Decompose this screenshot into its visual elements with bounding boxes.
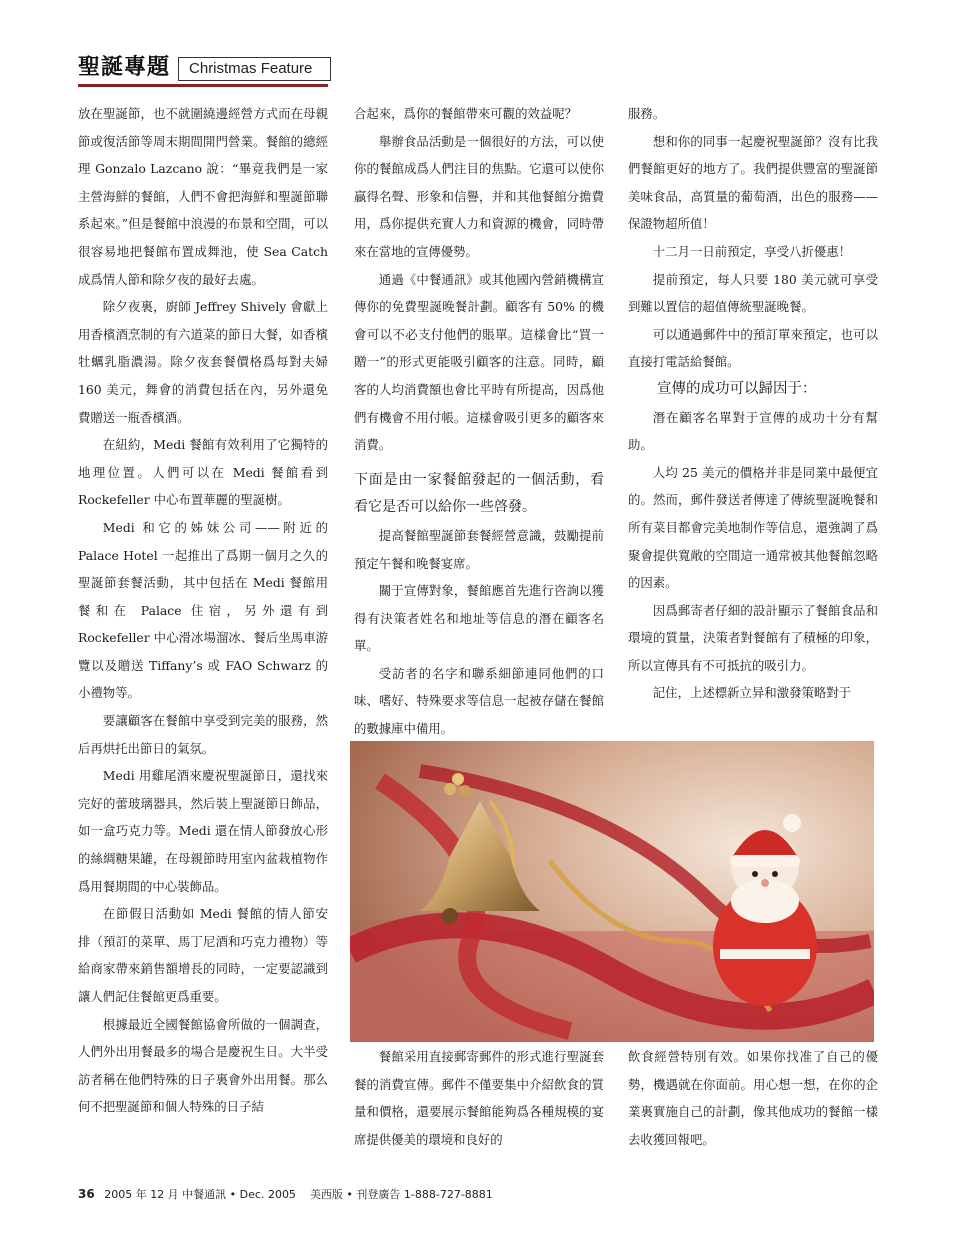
paragraph: 飲食經營特別有效。如果你找准了自己的優勢，機遇就在你面前。用心想一想，在你的企業裏實施自己的計劃，像其他成功的餐館一樣去收獲回報吧。 bbox=[628, 1049, 878, 1147]
column-1 bbox=[78, 100, 328, 1121]
ad-info: 美西版 • 刊登廣告 1-888-727-8881 bbox=[309, 1188, 493, 1201]
paragraph: 潛在顧客名單對于宣傳的成功十分有幫助。 bbox=[628, 409, 878, 453]
paragraph: 人均 25 美元的價格并非是同業中最便宜的。然而，郵件發送者傳達了傳統聖誕晚餐和所有菜目都會完美地制作等信息，還強調了爲聚會提供寬敞的空間這一通常被其他餐館忽略的因素。 bbox=[628, 464, 878, 591]
paragraph: 受訪者的名字和聯系細節連同他們的口味、嗜好、特殊要求等信息一起被存儲在餐館的數據庫中備用。 bbox=[354, 665, 604, 737]
paragraph: 合起來，爲你的餐館帶來可觀的效益呢？ bbox=[354, 106, 578, 121]
paragraph: 在紐約，Medi 餐館有效利用了它獨特的地理位置。人們可以在 Medi 餐館看到 Rockefeller 中心布置華麗的聖誕樹。 bbox=[78, 437, 328, 508]
paragraph: 除夕夜裏，廚師 Jeffrey Shively 會獻上用香檳酒烹制的有六道菜的節日大餐，如香檳牡蠣乳脂濃湯。除夕夜套餐價格爲每對夫婦 160 美元，舞會的消費包括在內，另外還免費贈送一瓶香檳酒。 bbox=[78, 299, 328, 425]
paragraph: Medi 和它的姊妹公司——附近的 Palace Hotel 一起推出了爲期一個月之久的聖誕節套餐活動，其中包括在 Medi 餐館用餐和在 Palace 住宿，另外還有到 Rockefeller 中心滑冰場溜冰、餐后坐馬車游覽以及贈送 Tiffany’s 或 FAO Schwarz 的小禮物等。 bbox=[78, 519, 328, 701]
paragraph: 提高餐館聖誕節套餐經營意識，鼓勵提前預定午餐和晚餐宴席。 bbox=[354, 527, 604, 571]
paragraph: 可以通過郵件中的預訂單來預定，也可以直接打電話給餐館。 bbox=[628, 326, 878, 370]
column-2 bbox=[354, 100, 604, 743]
paragraph: 舉辦食品活動是一個很好的方法，可以使你的餐館成爲人們注目的焦點。它還可以使你贏得名聲、形象和信譽，并和其他餐館分擔費用，爲你提供充實人力和資源的機會，同時帶來在當地的宣傳優勢。 bbox=[354, 133, 604, 259]
page-footer bbox=[78, 1186, 493, 1202]
subheading: 宣傳的成功可以歸因于： bbox=[657, 380, 817, 397]
christmas-photo bbox=[350, 741, 874, 1042]
section-header bbox=[78, 55, 331, 81]
paragraph: 要讓顧客在餐館中享受到完美的服務，然后再烘托出節日的氣氛。 bbox=[78, 713, 328, 756]
paragraph: 服務。 bbox=[628, 106, 666, 121]
column-3-continued bbox=[628, 1043, 878, 1153]
paragraph: 餐館采用直接郵寄郵件的形式進行聖誕套餐的消費宣傳。郵件不僅要集中介紹飲食的質量和價格，還要展示餐館能夠爲各種規模的宴席提供優美的環境和良好的 bbox=[354, 1049, 604, 1147]
paragraph: 提前預定，每人只要 180 美元就可享受到難以置信的超值傳統聖誕晚餐。 bbox=[628, 271, 878, 315]
paragraph: 十二月一日前預定，享受八折優惠！ bbox=[652, 243, 852, 259]
paragraph: 想和你的同事一起慶祝聖誕節？沒有比我們餐館更好的地方了。我們提供豐富的聖誕節美味食品，高質量的葡萄酒，出色的服務——保證物超所值！ bbox=[628, 133, 878, 232]
section-title-zh: 聖誕專題 bbox=[78, 55, 171, 80]
section-title-en: Christmas Feature bbox=[178, 57, 331, 81]
paragraph: 關于宣傳對象，餐館應首先進行咨詢以獲得有決策者姓名和地址等信息的潛在顧客名單。 bbox=[354, 583, 604, 654]
column-3 bbox=[628, 100, 878, 707]
paragraph: 根據最近全國餐館協會所做的一個調查，人們外出用餐最多的場合是慶祝生日。大半受訪者稱在他們特殊的日子裏會外出用餐。那么何不把聖誕節和個人特殊的日子結 bbox=[78, 1016, 328, 1115]
paragraph: 記住，上述標新立异和激發策略對于 bbox=[652, 685, 852, 701]
paragraph: Medi 用雞尾酒來慶祝聖誕節日，還找來完好的蕾玻璃器具，然后裝上聖誕節日飾品，如一盒巧克力等。Medi 還在情人節發放心形的絲綢糖果罐，在母親節時用室內盆栽植物作爲用餐期間的中心裝飾品。 bbox=[78, 768, 328, 894]
paragraph: 通過《中餐通訊》或其他國內營銷機構宣傳你的免費聖誕晚餐計劃。顧客有 50% 的機會可以不必支付他們的賬單。這樣會比“買一贈一”的形式更能吸引顧客的注意。同時，顧客的人均消費額也會比平時有所提高，因爲他們有機會不用付帳。這樣會吸引更多的顧客來消費。 bbox=[354, 271, 604, 453]
paragraph: 放在聖誕節，也不就圍繞邊經營方式而在母親節或復活節等周末期間開門營業。餐館的總經理 Gonzalo Lazcano 說：“畢竟我們是一家主營海鮮的餐館，人們不會把海鮮和聖誕節聯系起來。”但是餐館中浪漫的布景和空間，可以很容易地把餐館布置成舞池，使 Sea Catch 成爲情人節和除夕夜的最好去處。 bbox=[78, 106, 328, 287]
header-rule bbox=[78, 84, 328, 87]
paragraph: 在節假日活動如 Medi 餐館的情人節安排（預訂的菜單、馬丁尼酒和巧克力禮物）等給商家帶來銷售額增長的同時，一定要認識到讓人們記住餐館更爲重要。 bbox=[78, 906, 328, 1004]
page-number: 36 bbox=[78, 1187, 95, 1201]
column-2-continued bbox=[354, 1043, 604, 1153]
christmas-illustration bbox=[350, 741, 874, 1042]
subheading: 下面是由一家餐館發起的一個活動，看看它是否可以給你一些啓發。 bbox=[354, 471, 604, 516]
issue-info: 2005 年 12 月 中餐通訊 • Dec. 2005 bbox=[104, 1188, 296, 1201]
paragraph: 因爲郵寄者仔細的設計顯示了餐館食品和環境的質量，決策者對餐館有了積極的印象，所以宣傳具有不可抵抗的吸引力。 bbox=[628, 602, 878, 673]
